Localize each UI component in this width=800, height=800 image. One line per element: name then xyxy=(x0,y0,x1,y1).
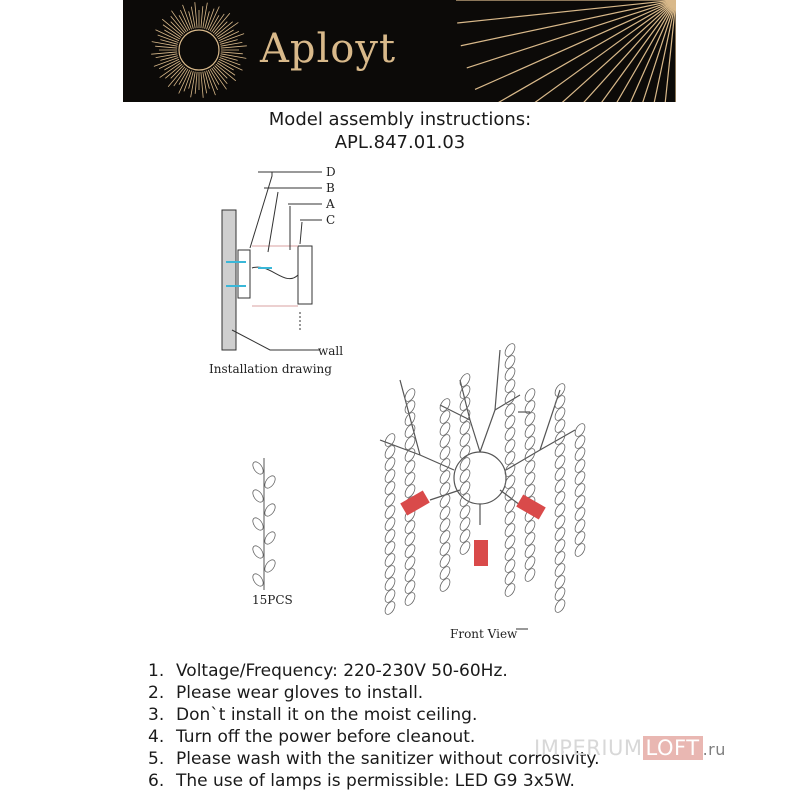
instruction-item: 4. Turn off the power before cleanout. xyxy=(148,727,476,747)
doc-title: Model assembly instructions: xyxy=(268,109,532,130)
label-d: D xyxy=(326,165,336,179)
model-number: APL.847.01.03 xyxy=(334,132,466,153)
instruction-item: 2. Please wear gloves to install. xyxy=(148,683,424,703)
installation-caption: Installation drawing xyxy=(209,362,332,376)
mount-bracket xyxy=(238,250,250,298)
instructions-list xyxy=(148,660,599,792)
instruction-item: 1. Voltage/Frequency: 220-230V 50-60Hz. xyxy=(148,661,508,681)
label-wall: wall xyxy=(318,344,344,358)
brand-logo-text: Aployt xyxy=(260,26,397,72)
watermark-loft: LOFT xyxy=(643,736,703,760)
strand-quantity: 15PCS xyxy=(252,593,293,607)
instruction-item: 5. Please wash with the sanitizer without corrosivity. xyxy=(148,749,600,769)
instruction-item: 3. Don`t install it on the moist ceiling. xyxy=(148,705,478,725)
watermark-main: IMPERIUM xyxy=(534,736,643,760)
label-b: B xyxy=(326,181,335,195)
watermark-tld: .ru xyxy=(702,740,726,759)
front-view-caption: Front View xyxy=(450,627,518,641)
front-view-drawing xyxy=(380,342,587,616)
label-a: A xyxy=(326,197,335,211)
crystal-strand xyxy=(251,458,278,590)
wall-hatch xyxy=(222,210,236,350)
instruction-item: 6. The use of lamps is permissible: LED G9 3x5W. xyxy=(148,771,575,791)
lamp-sockets xyxy=(400,490,546,566)
label-c: C xyxy=(326,213,336,227)
watermark xyxy=(534,736,726,760)
installation-drawing xyxy=(222,172,322,350)
fixture-base xyxy=(298,246,312,304)
